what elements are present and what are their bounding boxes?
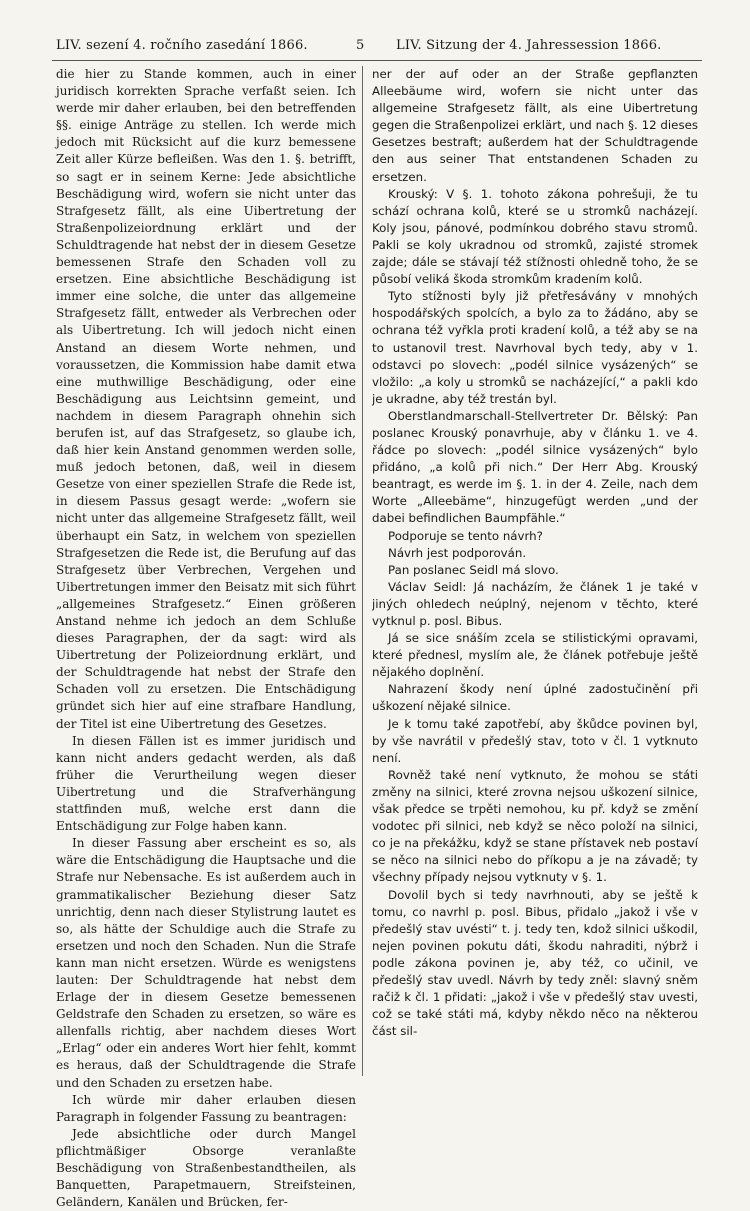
left-column-german: [56, 66, 356, 1210]
paragraph: Ich würde mir daher erlauben diesen Paragraph in folgender Fassung zu beantragen:: [56, 1092, 356, 1124]
right-column-czech: [372, 66, 698, 1076]
paragraph: Václav Seidl: Já nacházím, že článek 1 je také v jiných ohledech neúplný, nejenom v těchto, které vytknul p. posl. Bibus.: [372, 579, 698, 628]
header-right-title: LIV. Sitzung der 4. Jahressession 1866.: [396, 38, 662, 53]
header-left-title: LIV. sezení 4. ročního zasedání 1866.: [56, 38, 308, 53]
paragraph: In diesen Fällen ist es immer juridisch und kann nicht anders gedacht werden, als daß früher die Verurtheilung wegen dieser Uibertretung und die Strafverhängung stattfinden muß, welche erst dann die Entschädigung zur Folge haben kann.: [56, 733, 356, 834]
paragraph: Dovolil bych si tedy navrhnouti, aby se ještě k tomu, co navrhl p. posl. Bibus, přidalo „jakož i vše v předešlý stav uvésti“ t. j. tedy ten, kdož silnici uškodil, nejen povinen pokutu dáti, škodu nahraditi, nýbrž i podle zákona povinen je, aby též, co učinil, ve předešlý stav uvedl. Návrh by tedy zněl: slavný sněm račiž k čl. 1 přidati: „jakož i vše v předešlý stav uvesti, což se také státi má, kdyby někdo něco na některou část sil-: [372, 887, 698, 1039]
header-rule: [52, 60, 702, 61]
paragraph: Já se sice snáším zcela se stilistickými opravami, které přednesl, myslím ale, že článek potřebuje ještě nějakého doplnění.: [372, 631, 698, 680]
paragraph: Pan poslanec Seidl má slovo.: [388, 562, 559, 577]
column-divider: [362, 66, 363, 1076]
paragraph: Krouský: V §. 1. tohoto zákona pohrešuji, že tu schází ochrana kolů, které se u stromků nacházejí. Koly jsou, pánové, podmínkou dobrého stavu stromů. Pakli se koly ukradnou od stromků, zajisté stromek zajde; dále se stávají též stížnosti ohledně toho, že se působí veliká škoda stromkům kradením kolů.: [372, 186, 698, 287]
paragraph: ner der auf oder an der Straße gepflanzten Alleebäume wird, wofern sie nicht unter das allgemeine Strafgesetz fällt, als eine Uibertretung gegen die Straßenpolizei erklärt, und nach §. 12 dieses Gesetzes bestraft; außerdem hat der Schuldtragende den aus seiner That entstandenen Schaden zu ersetzen.: [372, 67, 698, 184]
paragraph: Nahrazení škody není úplné zadostučinění při uškození nějaké silnice.: [372, 682, 698, 714]
paragraph: In dieser Fassung aber erscheint es so, als wäre die Entschädigung die Hauptsache und die Strafe nur Nebensache. Es ist außerdem auch in grammatikalischer Beziehung dieser Satz unrichtig, denn nach dieser Stylistrung lautet es so, als hätte der Schuldige auch die Strafe zu ersetzen und noch den Schaden. Nun die Strafe kann man nicht ersetzen. Würde es wenigstens lauten: Der Schuldtragende hat nebst dem Erlage der in diesem Gesetze bemessenen Geldstrafe den Schaden zu ersetzen, so wäre es allenfalls richtig, aber nachdem dieses Wort „Erlag“ oder ein anderes Wort hier fehlt, kommt es heraus, daß der Schuldtragende die Strafe und den Schaden zu ersetzen habe.: [56, 836, 356, 1090]
paragraph: Podporuje se tento návrh?: [388, 528, 543, 543]
paragraph: Oberstlandmarschall-Stellvertreter Dr. Bělský: Pan poslanec Krouský ponavrhuje, aby v článku 1. ve 4. řádce po slovech: „podél silnice vysázených“ bylo přidáno, „a kolů při nich.“ Der Herr Abg. Krouský beantragt, es werde im §. 1. in der 4. Zeile, nach dem Worte „Alleebäme“, hinzugefügt werden „und der dabei befindlichen Baumpfähle.“: [372, 408, 698, 526]
paragraph: Je k tomu také zapotřebí, aby škůdce povinen byl, by vše navrátil v předešlý stav, toto v čl. 1 vytknuto není.: [372, 716, 698, 765]
page-header: [56, 38, 696, 58]
paragraph: Tyto stížnosti byly již přetřesávány v mnohých hospodářských spolcích, a bylo za to žádáno, aby se ochrana též vyřkla proti kradení kolů, a též aby se na to ustanovil trest. Navrhoval bych tedy, aby v 1. odstavci po slovech: „podél silnice vysázených“ se vložilo: „a koly u stromků se nacházející,“ a pakli kdo je ukradne, aby též trestán byl.: [372, 289, 698, 406]
page-number: 5: [356, 38, 365, 53]
paragraph: Rovněž také není vytknuto, že mohou se státi změny na silnici, které zrovna nejsou uškození silnice, však předce se trpěti nemohou, ku př. když se změní vodotec při silnici, neb když se něco položí na silnici, co je na překážku, když se stane přístavek neb postaví se něco na silnici nebo do příkopu a je na závadě; ty všechny případy nejsou vytknuty v §. 1.: [372, 767, 698, 885]
paragraph: Návrh jest podporován.: [388, 545, 527, 560]
paragraph: Jede absichtliche oder durch Mangel pflichtmäßiger Obsorge veranlaßte Beschädigung von Straßenbestandtheilen, als Banquetten, Parapetmauern, Streifsteinen, Geländern, Kanälen und Brücken, fer-: [56, 1126, 356, 1210]
paragraph: die hier zu Stande kommen, auch in einer juridisch korrekten Sprache verfaßt seien. Ich werde mir daher erlauben, bei den betreffenden §§. einige Anträge zu stellen. Ich werde mich jedoch mit Rücksicht auf die kurz bemessene Zeit aller Kürze befleißen. Was den 1. §. betrifft, so sagt er in seinem Kerne: Jede absichtliche Beschädigung wird, wofern sie nicht unter das Strafgesetz fällt, als eine Uibertretung der Straßenpolizeiordnung erklärt und der Schuldtragende hat nebst der in diesem Gesetze bemessenen Strafe den Schaden voll zu ersetzen. Eine absichtliche Beschädigung ist immer eine solche, die unter das allgemeine Strafgesetz fällt, entweder als Verbrechen oder als Uibertretung. Ich will jedoch nicht einen Anstand an diesem Worte nehmen, und voraussetzen, die Kommission habe damit etwa eine muthwillige Beschädigung, oder eine Beschädigung aus Leichtsinn gemeint, und nachdem in diesem Paragraph ohnehin sich berufen ist, auf das Strafgesetz, so glaube ich, daß hier kein Anstand genommen werden solle, muß jedoch betonen, daß, weil in diesem Gesetze von einer speziellen Strafe die Rede ist, in diesem Passus gesagt werde: „wofern sie nicht unter das allgemeine Strafgesetz fällt, weil überhaupt ein Satz, in welchem von speziellen Strafgesetzen die Rede ist, die Berufung auf das Strafgesetz über Verbrechen, Vergehen und Uibertretungen immer den Beisatz mit sich führt „allgemeines Strafgesetz.“ Einen größeren Anstand nehme ich jedoch an dem Schluße dieses Paragraphen, der da sagt: wird als Uibertretung der Polizeiordnung erklärt, und der Schuldtragende hat nebst der Strafe den Schaden voll zu ersetzen. Die Entschädigung gründet sich hier auf eine strafbare Handlung, der Titel ist eine Uibertretung des Gesetzes.: [56, 67, 356, 731]
